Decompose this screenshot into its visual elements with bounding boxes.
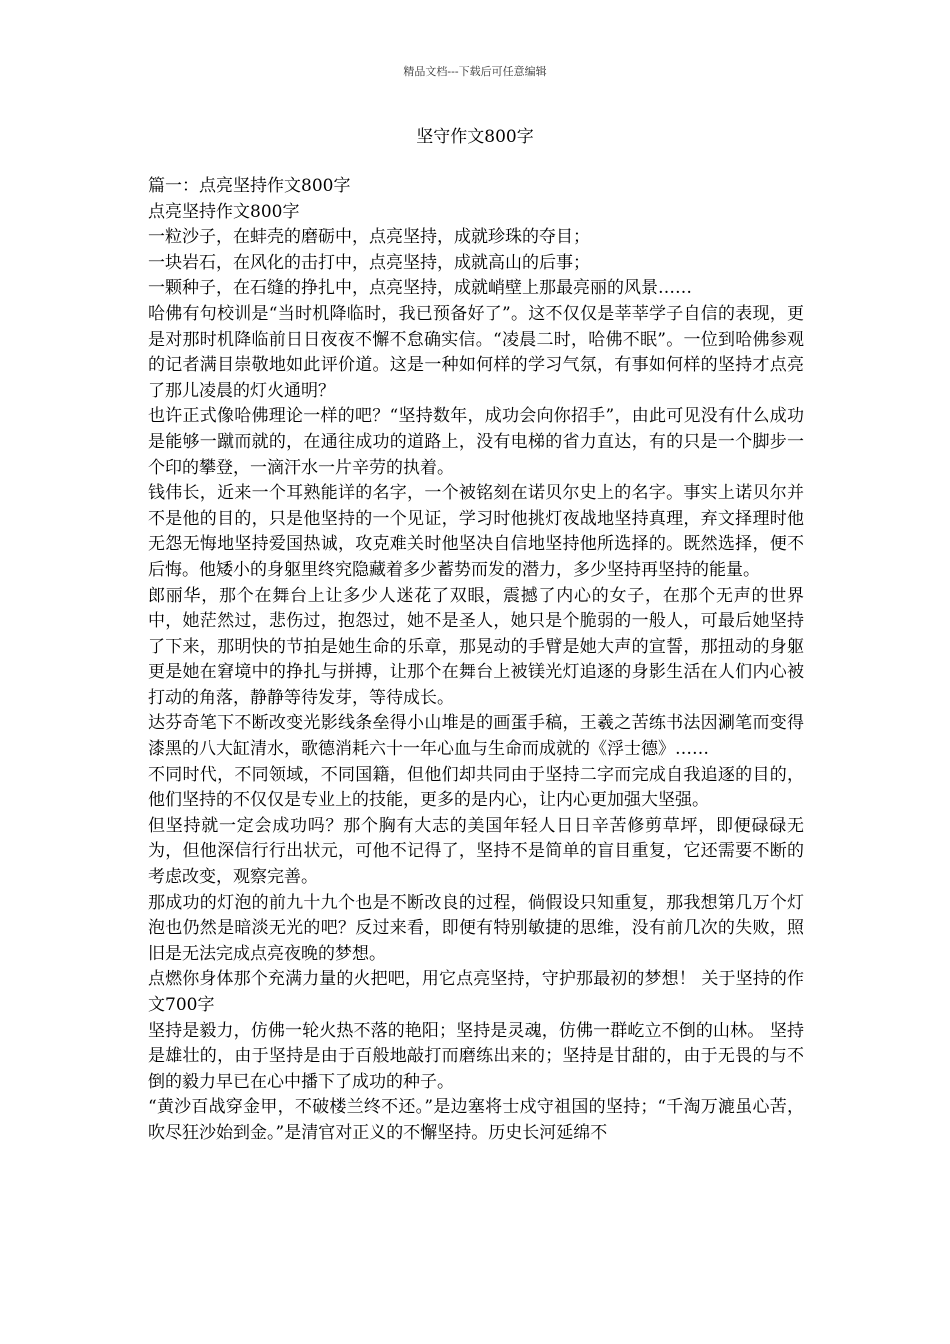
document-body bbox=[148, 174, 804, 1147]
paragraph: 一块岩石，在风化的击打中，点亮坚持，成就高山的后事； bbox=[148, 252, 590, 273]
paragraph: 郎丽华，那个在舞台上让多少人迷花了双眼，震撼了内心的女子，在那个无声的世界中，她茫然过，悲伤过，抱怨过，她不是圣人，她只是个脆弱的一般人，可最后她坚持了下来，那明快的节拍是她生命的乐章，那晃动的手臂是她大声的宣誓，那扭动的身躯更是她在窘境中的挣扎与拼搏，让那个在舞台上被镁光灯追逐的身影生活在人们内心被打动的角落，静静等待发芽，等待成长。 bbox=[148, 585, 804, 708]
paragraph: 点燃你身体那个充满力量的火把吧，用它点亮坚持，守护那最初的梦想！ 关于坚持的作文700字 bbox=[148, 969, 804, 1015]
paragraph: 达芬奇笔下不断改变光影线条垒得小山堆是的画蛋手稿，王羲之苦练书法因涮笔而变得漆黑的八大缸清水，歌德消耗六十一年心血与生命而成就的《浮士德》…… bbox=[148, 713, 804, 760]
paragraph: 坚持是毅力，仿佛一轮火热不落的艳阳；坚持是灵魂，仿佛一群屹立不倒的山林。 坚持是雄壮的，由于坚持是由于百般地敲打而磨练出来的；坚持是甘甜的，由于无畏的与不倒的毅力早已在心中播下了成功的种子。 bbox=[148, 1020, 804, 1092]
paragraph: 但坚持就一定会成功吗？那个胸有大志的美国年轻人日日辛苦修剪草坪，即便碌碌无为，但他深信行行出状元，可他不记得了，坚持不是简单的盲目重复，它还需要不断的考虑改变，观察完善。 bbox=[148, 815, 804, 888]
paragraph: 不同时代，不同领域，不同国籍，但他们却共同由于坚持二字而完成自我追逐的目的，他们坚持的不仅仅是专业上的技能，更多的是内心，让内心更加强大坚强。 bbox=[148, 764, 804, 811]
paragraph: 那成功的灯泡的前九十九个也是不断改良的过程，倘假设只知重复，那我想第几万个灯泡也仍然是暗淡无光的吧？反过来看，即便有特别敏捷的思维，没有前几次的失败，照旧是无法完成点亮夜晚的梦想。 bbox=[148, 892, 804, 964]
paragraph: 也许正式像哈佛理论一样的吧？“坚持数年，成功会向你招手”，由此可见没有什么成功是能够一蹴而就的，在通往成功的道路上，没有电梯的省力直达，有的只是一个脚步一个印的攀登，一滴汗水一片辛劳的执着。 bbox=[148, 406, 804, 478]
paragraph: 一颗种子，在石缝的挣扎中，点亮坚持，成就峭壁上那最亮丽的风景…… bbox=[148, 278, 692, 299]
page-header-note: 精品文档---下载后可任意编辑 bbox=[403, 65, 547, 78]
section-heading: 篇一：点亮坚持作文800字 bbox=[148, 176, 351, 196]
document-title: 坚守作文800字 bbox=[416, 127, 534, 147]
paragraph: 哈佛有句校训是“当时机降临时，我已预备好了”。这不仅仅是莘莘学子自信的表现，更是对那时机降临前日日夜夜不懈不怠确实信。“凌晨二时，哈佛不眠”。一位到哈佛参观的记者满目崇敬地如此评价道。这是一种如何样的学习气氛，有事如何样的坚持才点亮了那儿凌晨的灯火通明？ bbox=[148, 303, 804, 401]
paragraph: “黄沙百战穿金甲，不破楼兰终不还。”是边塞将士戍守祖国的坚持；“千淘万漉虽心苦，吹尽狂沙始到金。”是清官对正义的不懈坚持。历史长河延绵不 bbox=[148, 1097, 804, 1143]
essay-subtitle: 点亮坚持作文800字 bbox=[148, 201, 300, 222]
paragraph: 钱伟长，近来一个耳熟能详的名字，一个被铭刻在诺贝尔史上的名字。事实上诺贝尔并不是他的目的，只是他坚持的一个见证，学习时他挑灯夜战地坚持真理，弃文择理时他无怨无悔地坚持爱国热诚，攻克难关时他坚决自信地坚持他所选择的。既然选择，便不后悔。他矮小的身躯里终究隐藏着多少蓄势而发的潜力，多少坚持再坚持的能量。 bbox=[148, 483, 804, 580]
paragraph: 一粒沙子，在蚌壳的磨砺中，点亮坚持，成就珍珠的夺目； bbox=[148, 227, 590, 248]
